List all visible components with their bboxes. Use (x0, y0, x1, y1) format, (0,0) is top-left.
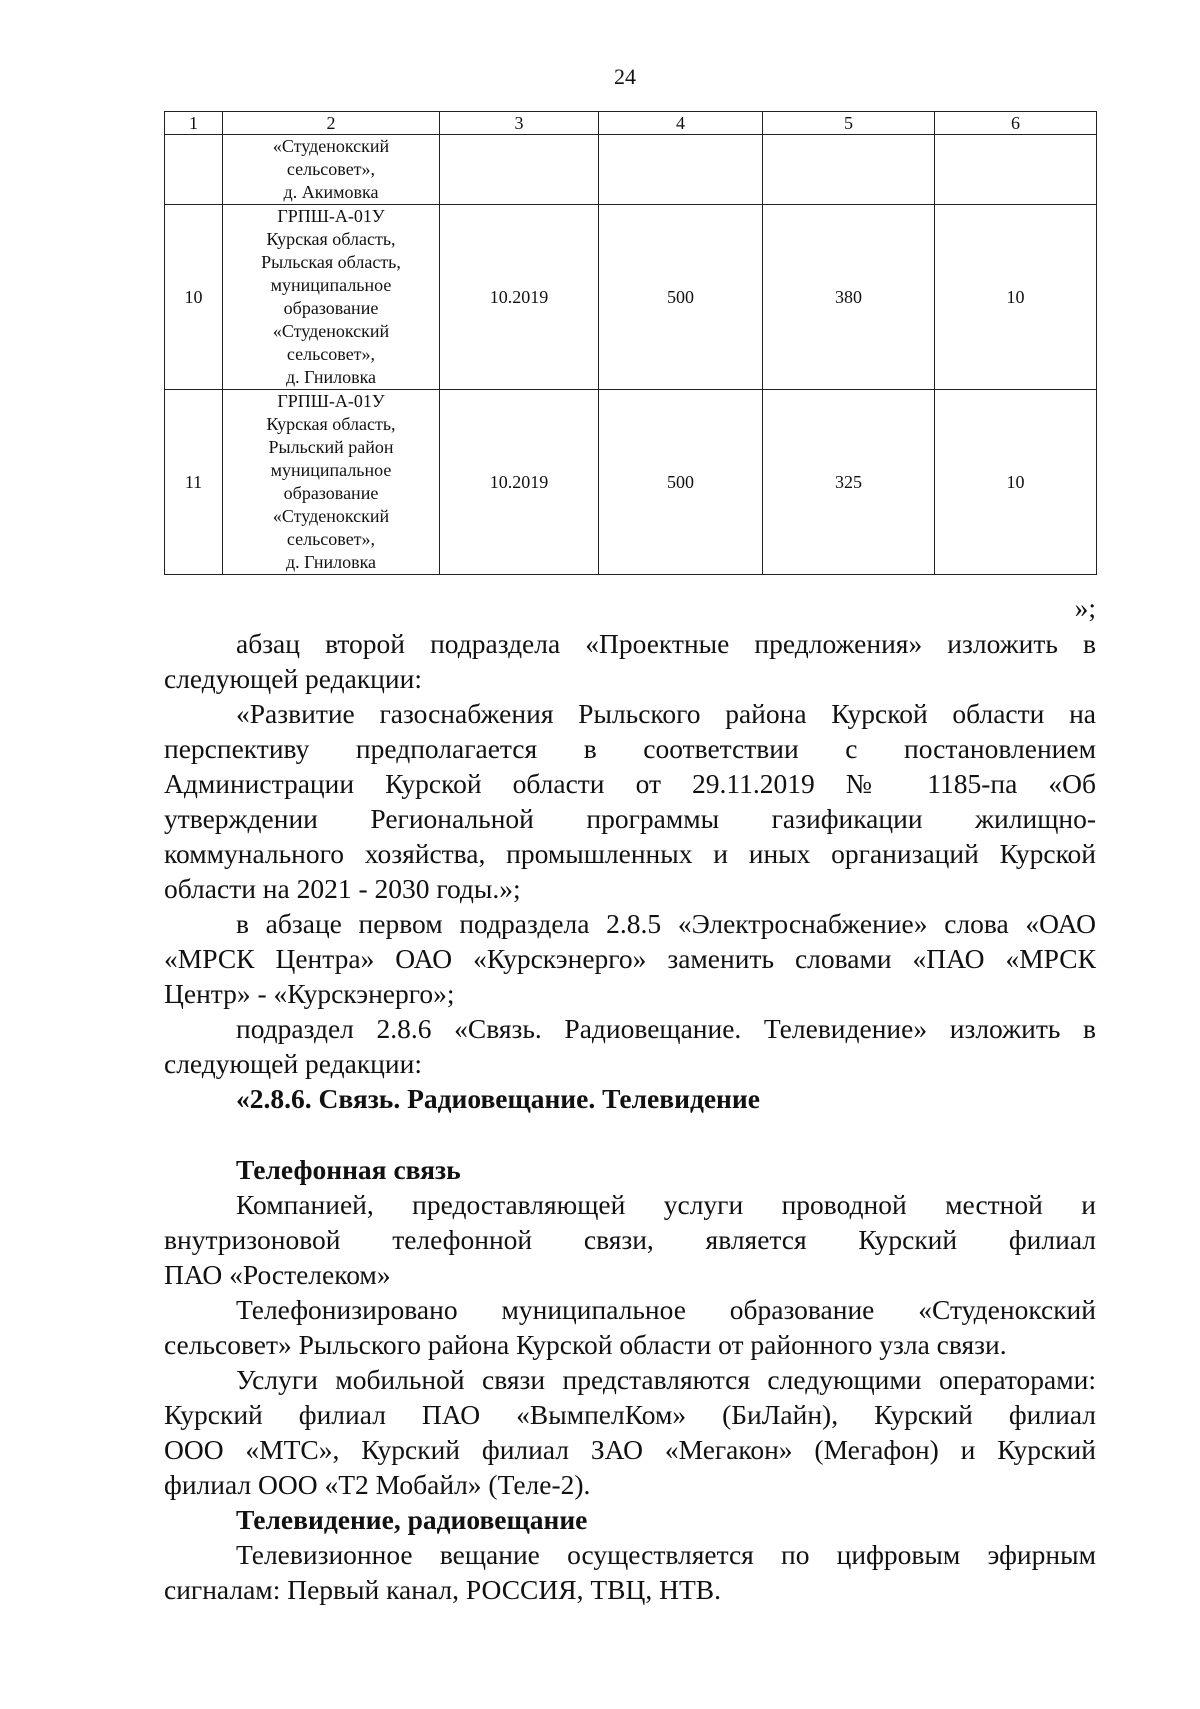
paragraph-electricity: в абзаце первом подраздела 2.8.5 «Электроснабжение» слова «ОАО «МРСК Центра» ОАО «Курскэнерго» заменить словами «ПАО «МРСК Центр» - «Курскэнерго»; (164, 908, 1096, 1009)
table-row (165, 135, 1097, 205)
facility-name: «Студенокский сельсовет», д. Акимовка (223, 135, 440, 205)
row-number: 11 (165, 390, 223, 575)
paragraph-project-proposals: абзац второй подраздела «Проектные предложения» изложить в следующей редакции: (164, 628, 1096, 694)
value-col-4: 500 (599, 390, 763, 575)
facility-name: ГРПШ-А-01У Курская область, Рыльская область, муниципальное образование «Студенокский сельсовет», д. Гниловка (223, 205, 440, 390)
commission-date: 10.2019 (440, 390, 599, 575)
paragraph-landline: Компанией, предоставляющей услуги проводной местной и внутризоновой телефонной связи, является Курский филиал ПАО «Ростелеком» (164, 1189, 1096, 1290)
row-number (165, 135, 223, 205)
paragraph-mobile: Услуги мобильной связи представляются следующими операторами: Курский филиал ПАО «ВымпелКом» (БиЛайн), Курский филиал ООО «МТС», Курский филиал ЗАО «Мегакон» (Мегафон) и Курский филиал ООО «Т2 Мобайл» (Теле-2). (164, 1364, 1096, 1500)
amendment-text (164, 626, 1096, 1607)
commission-date (440, 135, 599, 205)
column-header: 5 (763, 112, 935, 135)
commission-date: 10.2019 (440, 205, 599, 390)
table-row (165, 205, 1097, 390)
row-number: 10 (165, 205, 223, 390)
table-closing-quote: »; (1074, 592, 1096, 623)
table-header-row (165, 112, 1097, 135)
tv-heading: Телевидение, радиовещание (236, 1504, 588, 1535)
gas-facilities-table (164, 111, 1097, 575)
value-col-4: 500 (599, 205, 763, 390)
paragraph-gas-development: «Развитие газоснабжения Рыльского района Курской области на перспективу предполагается в соответствии с постановлением Администрации Курской области от 29.11.2019 № 1185-па «Об утверждении Региональной программы газификации жилищно- коммунального хозяйства, промышленных и иных организаций Курской области на 2021 - 2030 годы.»; (164, 698, 1096, 904)
section-heading: «2.8.6. Связь. Радиовещание. Телевидение (236, 1083, 760, 1114)
value-col-6 (935, 135, 1097, 205)
value-col-5: 325 (763, 390, 935, 575)
facility-name: ГРПШ-А-01У Курская область, Рыльский район муниципальное образование «Студенокский сельсовет», д. Гниловка (223, 390, 440, 575)
column-header: 6 (935, 112, 1097, 135)
value-col-5: 380 (763, 205, 935, 390)
paragraph-communications: подраздел 2.8.6 «Связь. Радиовещание. Телевидение» изложить в следующей редакции: (164, 1013, 1096, 1079)
table-row (165, 390, 1097, 575)
paragraph-telephonization: Телефонизировано муниципальное образование «Студенокский сельсовет» Рыльского района Курской области от районного узла связи. (164, 1294, 1096, 1360)
value-col-5 (763, 135, 935, 205)
column-header: 2 (223, 112, 440, 135)
page-number: 24 (614, 64, 636, 89)
value-col-6: 10 (935, 205, 1097, 390)
value-col-6: 10 (935, 390, 1097, 575)
column-header: 4 (599, 112, 763, 135)
column-header: 3 (440, 112, 599, 135)
paragraph-tv: Телевизионное вещание осуществляется по цифровым эфирным сигналам: Первый канал, РОССИЯ, ТВЦ, НТВ. (164, 1539, 1096, 1605)
phone-heading: Телефонная связь (236, 1154, 461, 1185)
value-col-4 (599, 135, 763, 205)
column-header: 1 (165, 112, 223, 135)
